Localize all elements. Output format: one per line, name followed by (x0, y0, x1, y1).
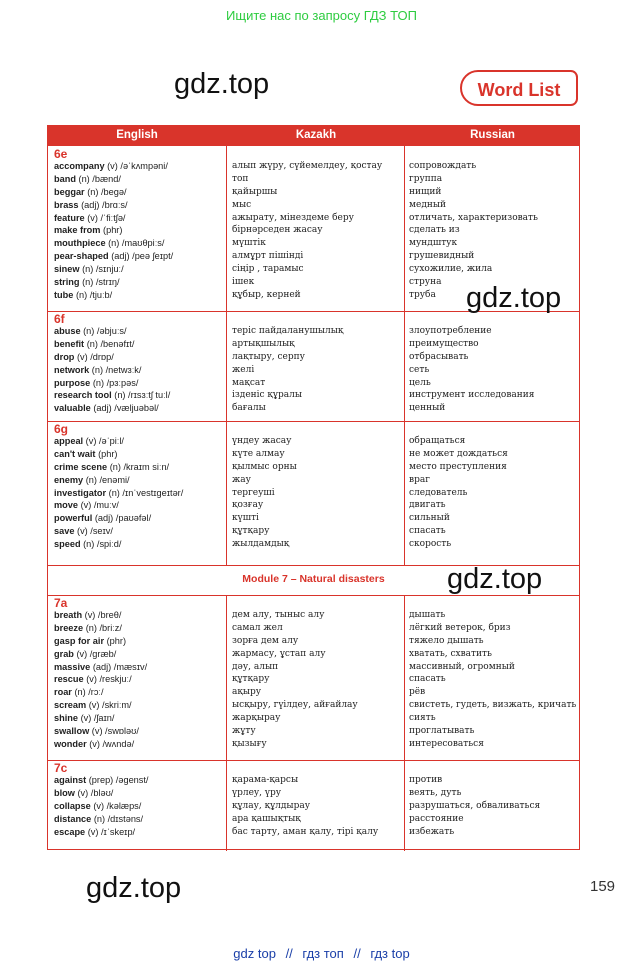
entry-word: band (54, 173, 76, 184)
entry-pos: (n) /netwɜːk/ (91, 364, 142, 375)
entry-english (54, 622, 147, 635)
module-title: Module 7 – Natural disasters (242, 573, 385, 585)
entry-pos: (phr) (103, 225, 123, 236)
entry-english (54, 474, 183, 487)
entry-english (54, 609, 147, 622)
english-column (54, 160, 173, 302)
entry-kazakh: мүштік (232, 238, 266, 249)
entry-english (54, 276, 173, 289)
word-list-table (47, 125, 580, 850)
header-english: English (116, 129, 158, 141)
entry-kazakh: күшті (232, 513, 259, 524)
entry-pos: (n) /pɜːpəs/ (92, 377, 139, 388)
top-banner[interactable]: Ищите нас по запросу ГДЗ ТОП (226, 8, 417, 23)
entry-kazakh: үндеу жасау (232, 436, 292, 446)
entry-kazakh: жармасу, ұстап алу (232, 648, 326, 659)
entry-pos: (n) /sɪnjuː/ (82, 264, 124, 275)
kazakh-column (232, 774, 378, 838)
entry-pos: (v) /reskjuː/ (86, 674, 132, 685)
entry-russian: интересоваться (409, 738, 484, 749)
word-list-badge: Word List (460, 70, 578, 106)
entry-russian: спасать (409, 526, 446, 537)
entry-russian: цель (409, 377, 431, 388)
entry-russian: разрушаться, обваливаться (409, 800, 541, 811)
entry-russian: массивный, огромный (409, 661, 515, 672)
entry-pos: (n) /briːz/ (85, 622, 122, 633)
entry-russian: не может дождаться (409, 448, 508, 459)
entry-english (54, 461, 183, 474)
entry-kazakh: желі (232, 364, 255, 375)
table-header (48, 126, 579, 146)
column-divider (404, 595, 405, 851)
entry-english (54, 224, 173, 237)
section-title: 7a (54, 596, 68, 610)
entry-kazakh: алып жүру, сүйемелдеу, қостау (232, 161, 383, 171)
entry-russian: отличать, характеризовать (409, 212, 538, 223)
entry-kazakh: ысқыру, гүілдеу, айғайлау (232, 700, 358, 711)
entry-kazakh: құтқару (232, 674, 270, 685)
entry-pos: (phr) (106, 635, 127, 646)
entry-english (54, 263, 173, 276)
entry-word: against (54, 775, 87, 785)
entry-russian: следователь (409, 487, 468, 498)
entry-english (54, 338, 170, 351)
entry-english (54, 448, 183, 461)
entry-pos: (v) /swɒləʊ/ (91, 726, 139, 737)
entry-word: crime scene (54, 461, 108, 472)
entry-russian: место преступления (409, 461, 507, 472)
entry-english (54, 212, 173, 225)
entry-word: distance (54, 813, 92, 824)
entry-english (54, 186, 173, 199)
entry-kazakh: қозғау (232, 500, 264, 511)
entry-kazakh: мыс (232, 199, 252, 210)
entry-kazakh: бас тарту, аман қалу, тірі қалу (232, 826, 379, 837)
entry-english (54, 525, 183, 538)
entry-english (54, 787, 149, 800)
header-kazakh: Kazakh (295, 129, 337, 141)
russian-column (409, 325, 534, 415)
entry-russian: медный (409, 199, 447, 210)
entry-kazakh: бағалы (232, 403, 266, 414)
entry-word: powerful (54, 513, 93, 524)
entry-kazakh: бірнәрседен жасау (232, 225, 323, 236)
row-divider (48, 421, 579, 422)
entry-word: breath (54, 610, 83, 620)
entry-russian: дышать (409, 610, 446, 620)
entry-kazakh: жұту (232, 726, 256, 737)
entry-russian: злоупотребление (409, 326, 492, 336)
entry-kazakh: қайыршы (232, 186, 278, 197)
entry-kazakh: самал жел (232, 622, 283, 633)
kazakh-column (232, 325, 343, 415)
entry-word: enemy (54, 474, 84, 485)
entry-russian: спасать (409, 674, 446, 685)
entry-word: wonder (54, 738, 87, 749)
entry-english (54, 648, 147, 661)
entry-english (54, 725, 147, 738)
entry-kazakh: артықшылық (232, 338, 295, 349)
bottom-link-gdz-top-ru[interactable]: гдз топ (302, 946, 344, 961)
entry-pos: (v) /muːv/ (80, 500, 119, 511)
entry-russian: хватать, схватить (409, 648, 492, 659)
entry-pos: (adj) /peə ʃeɪpt/ (111, 251, 174, 262)
entry-russian: сухожилие, жила (409, 264, 493, 275)
entry-kazakh: қарама-қарсы (232, 775, 299, 785)
entry-english (54, 686, 147, 699)
entry-word: scream (54, 700, 87, 711)
entry-pos: (n) /əbjuːs/ (83, 326, 127, 336)
entry-word: beggar (54, 186, 85, 197)
entry-word: escape (54, 826, 86, 837)
entry-kazakh: дем алу, тыныс алу (232, 610, 325, 620)
entry-pos: (n) /rɪsɜːtʃ tuːl/ (114, 390, 171, 401)
entry-russian: скорость (409, 539, 452, 550)
entry-pos: (adj) /væljuəbəl/ (93, 403, 159, 414)
entry-word: roar (54, 687, 72, 698)
entry-pos: (adj) /mæsɪv/ (92, 661, 148, 672)
entry-word: sinew (54, 264, 80, 275)
section-6f (48, 311, 579, 421)
entry-pos: (v) /bləʊ/ (77, 787, 114, 798)
entry-russian: сильный (409, 513, 450, 524)
entry-kazakh: ізденіс құралы (232, 390, 302, 401)
entry-word: drop (54, 351, 75, 362)
entry-word: breeze (54, 622, 84, 633)
entry-english (54, 800, 149, 813)
section-7c (48, 760, 579, 850)
entry-word: accompany (54, 161, 105, 171)
entry-word: research tool (54, 390, 112, 401)
english-column (54, 774, 149, 838)
entry-word: feature (54, 212, 85, 223)
entry-kazakh: мақсат (232, 377, 266, 388)
entry-kazakh: теріс пайдаланушылық (232, 326, 344, 336)
entry-pos: (v) /breθ/ (84, 610, 122, 620)
entry-word: massive (54, 661, 91, 672)
entry-kazakh: қылмыс орны (232, 461, 297, 472)
entry-kazakh: лақтыру, серпу (232, 351, 305, 362)
entry-pos: (phr) (98, 448, 118, 459)
entry-english (54, 712, 147, 725)
entry-russian: группа (409, 173, 443, 184)
entry-english (54, 661, 147, 674)
entry-kazakh: алмұрт пішінді (232, 251, 304, 262)
section-title: 6e (54, 147, 68, 161)
entry-russian: тяжело дышать (409, 635, 484, 646)
section-7a (48, 595, 579, 760)
entry-word: benefit (54, 338, 85, 349)
entry-english (54, 538, 183, 551)
entry-pos: (v) /wʌndə/ (89, 738, 135, 749)
entry-russian: мундштук (409, 238, 458, 249)
entry-russian: расстояние (409, 813, 464, 824)
row-divider (48, 760, 579, 761)
entry-pos: (n) /enəmi/ (85, 474, 130, 485)
entry-pos: (v) /seɪv/ (77, 526, 113, 537)
entry-word: tube (54, 289, 74, 300)
entry-kazakh: тергеуші (232, 487, 275, 498)
entry-english (54, 364, 170, 377)
english-column (54, 609, 147, 751)
entry-pos: (n) /rɔː/ (74, 687, 104, 698)
entry-word: can't wait (54, 448, 96, 459)
entry-pos: (v) /kəlæps/ (93, 800, 142, 811)
entry-pos: (n) /maʊθpiːs/ (108, 238, 165, 249)
entry-english (54, 738, 147, 751)
entry-english (54, 173, 173, 186)
section-title: 7c (54, 761, 68, 775)
entry-kazakh: ажырату, мінездеме беру (232, 212, 354, 223)
entry-pos: (n) /dɪstəns/ (93, 813, 144, 824)
entry-english (54, 250, 173, 263)
entry-word: pear-shaped (54, 251, 109, 262)
entry-english (54, 826, 149, 839)
entry-russian: свистеть, гудеть, визжать, кричать (409, 700, 577, 711)
entry-word: save (54, 526, 75, 537)
entry-russian: струна (409, 277, 442, 288)
entry-word: string (54, 277, 80, 288)
entry-pos: (adj) /paʊəfəl/ (94, 513, 152, 524)
entry-english (54, 774, 149, 787)
entry-kazakh: дәу, алып (232, 661, 279, 672)
entry-english (54, 351, 170, 364)
russian-column (409, 609, 576, 751)
entry-word: shine (54, 713, 78, 724)
entry-russian: против (409, 775, 443, 785)
entry-word: brass (54, 199, 79, 210)
entry-pos: (n) /strɪŋ/ (82, 277, 120, 288)
page-number: 159 (590, 878, 616, 895)
entry-russian: ценный (409, 403, 446, 414)
entry-pos: (n) /tjuːb/ (75, 289, 113, 300)
watermark: gdz.top (86, 872, 182, 904)
entry-russian: отбрасывать (409, 351, 469, 362)
entry-pos: (n) /kraɪm siːn/ (109, 461, 170, 472)
entry-english (54, 699, 147, 712)
entry-kazakh: жылдамдық (232, 539, 290, 550)
entry-word: investigator (54, 487, 107, 498)
entry-kazakh: ішек (232, 277, 255, 288)
entry-pos: (n) /benəfɪt/ (86, 338, 135, 349)
entry-english (54, 289, 173, 302)
entry-word: make from (54, 225, 101, 236)
entry-kazakh: сіңір , тарамыс (232, 264, 304, 275)
entry-english (54, 389, 170, 402)
watermark: gdz.top (174, 68, 270, 100)
entry-english (54, 673, 147, 686)
entry-english (54, 199, 173, 212)
entry-word: network (54, 364, 90, 375)
entry-english (54, 237, 173, 250)
entry-pos: (v) /ˈfiːtʃə/ (87, 212, 126, 223)
entry-russian: труба (409, 289, 436, 300)
kazakh-column (232, 609, 358, 751)
bottom-link-gdz-top-mixed[interactable]: гдз top (370, 946, 410, 961)
entry-russian: рёв (409, 687, 426, 698)
entry-russian: нищий (409, 186, 442, 197)
entry-english (54, 487, 183, 500)
entry-kazakh: жарқырау (232, 713, 281, 724)
entry-word: blow (54, 787, 75, 798)
entry-pos: (v) /əˈpiːl/ (85, 436, 124, 446)
entry-word: rescue (54, 674, 84, 685)
section-title: 6g (54, 422, 69, 436)
section-title: 6f (54, 312, 65, 326)
entry-word: speed (54, 539, 81, 550)
entry-pos: (v) /əˈkʌmpəni/ (107, 161, 168, 171)
entry-russian: лёгкий ветерок, бриз (409, 622, 511, 633)
watermark: gdz.top (447, 563, 543, 595)
column-divider (226, 146, 227, 565)
bottom-link-gdz-top[interactable]: gdz top (233, 946, 276, 961)
entry-word: collapse (54, 800, 91, 811)
column-divider (404, 146, 405, 565)
kazakh-column (232, 435, 297, 551)
entry-russian: враг (409, 474, 430, 485)
watermark: gdz.top (466, 282, 562, 314)
entry-kazakh: топ (232, 173, 249, 184)
entry-russian: грушевидный (409, 251, 475, 262)
entry-english (54, 402, 170, 415)
entry-kazakh: құтқару (232, 526, 270, 537)
header-russian: Russian (470, 129, 515, 141)
entry-english (54, 499, 183, 512)
english-column (54, 435, 183, 551)
entry-kazakh: ара қашықтық (232, 813, 301, 824)
russian-column (409, 435, 508, 551)
entry-word: mouthpiece (54, 238, 106, 249)
entry-kazakh: ақыру (232, 687, 262, 698)
entry-pos: (n) /bænd/ (78, 173, 121, 184)
entry-pos: (v) /drɒp/ (76, 351, 114, 362)
entry-russian: обращаться (409, 436, 466, 446)
entry-russian: сопровождать (409, 161, 477, 171)
entry-pos: (adj) /brɑːs/ (81, 199, 128, 210)
entry-pos: (n) /beɡə/ (87, 186, 127, 197)
entry-word: swallow (54, 726, 90, 737)
entry-english (54, 813, 149, 826)
entry-russian: проглатывать (409, 726, 475, 737)
entry-pos: (prep) /əɡenst/ (88, 775, 149, 785)
entry-word: gasp for air (54, 635, 105, 646)
entry-russian: преимущество (409, 338, 479, 349)
entry-russian: избежать (409, 826, 455, 837)
entry-russian: веять, дуть (409, 787, 462, 798)
russian-column (409, 774, 540, 838)
entry-russian: сиять (409, 713, 436, 724)
entry-kazakh: күте алмау (232, 448, 285, 459)
entry-word: purpose (54, 377, 91, 388)
entry-kazakh: қызығу (232, 738, 267, 749)
entry-english (54, 160, 173, 173)
entry-english (54, 635, 147, 648)
entry-word: abuse (54, 326, 81, 336)
section-6g (48, 421, 579, 565)
entry-pos: (v) /skriːm/ (88, 700, 132, 711)
entry-word: valuable (54, 403, 91, 414)
entry-english (54, 377, 170, 390)
entry-kazakh: үрлеу, үру (232, 787, 282, 798)
entry-russian: сделать из (409, 225, 460, 236)
entry-kazakh: құбыр, керней (232, 289, 301, 300)
entry-kazakh: жау (232, 474, 251, 485)
entry-word: appeal (54, 436, 84, 446)
entry-pos: (n) /spiːd/ (83, 539, 122, 550)
kazakh-column (232, 160, 382, 302)
russian-column (409, 160, 538, 302)
bottom-links (0, 946, 643, 961)
entry-pos: (v) /ʃaɪn/ (80, 713, 115, 724)
column-divider (226, 595, 227, 851)
entry-russian: инструмент исследования (409, 390, 535, 401)
entry-pos: (v) /ɡræb/ (76, 648, 117, 659)
entry-english (54, 435, 183, 448)
entry-kazakh: зорға дем алу (232, 635, 299, 646)
separator: // (353, 946, 361, 961)
entry-word: move (54, 500, 79, 511)
english-column (54, 325, 170, 415)
entry-english (54, 512, 183, 525)
entry-russian: двигать (409, 500, 446, 511)
separator: // (285, 946, 293, 961)
entry-pos: (v) /ɪˈskeɪp/ (87, 826, 136, 837)
entry-english (54, 325, 170, 338)
entry-russian: сеть (409, 364, 430, 375)
entry-pos: (n) /ɪnˈvestɪɡeɪtər/ (108, 487, 184, 498)
entry-word: grab (54, 648, 74, 659)
entry-kazakh: құлау, құлдырау (232, 800, 311, 811)
